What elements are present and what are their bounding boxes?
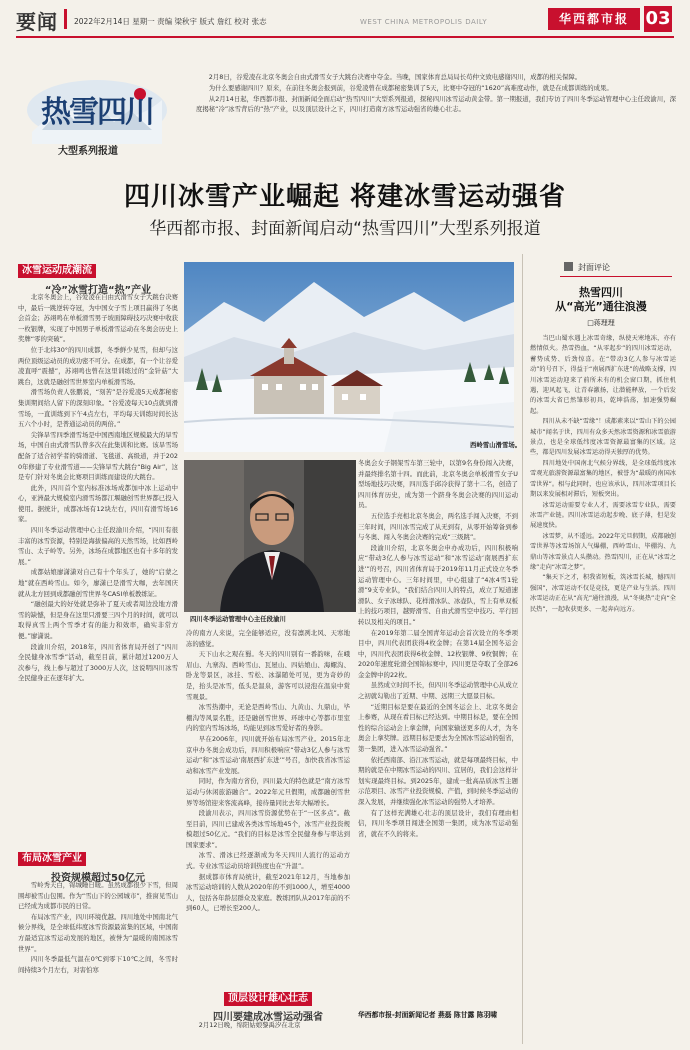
comment-tag: 封面评论 [578, 263, 610, 272]
section-kicker-3 [186, 986, 350, 1023]
paragraph: 滑雪场负责人张鹏说，“刻苦”是谷爱凌5天成都秘密集训期间给人留下的深刻印象。“谷爱凌每天10点就到滑雪场，一直训练到下午4点左右，平均每天训练时间长达五六个小时，是普通运动员的两倍。” [18, 388, 178, 429]
intro-paragraph: 2月8日，谷爱凌在北京冬奥会自由式滑雪女子大跳台决赛中夺金。当晚，国家体育总局局长苟仲文致电感谢四川，成都的相关保障。 [208, 73, 582, 81]
kicker-title: “冷”冰雪打造“热”产业 [44, 285, 152, 296]
series-badge [22, 72, 172, 162]
paragraph: 此外，四川首个室内标准冰场成都加中冰上运动中心，亚洲最大规模室内滑雪场都江堰融创雪世界都已投入使用。据统计，成都冰场有12块左右，四川有滑雪场16家。 [18, 483, 178, 524]
paragraph: 段渝川介绍，北京冬奥会申办成功后，四川积极响应“带动3亿人参与冰雪运动”和“冰雪运动‘南展西扩东进’”的号召，四川省体育局于2019年11月正式设立冬季运动管理中心。三年时间里，中心组建了“4冰4雪1轮滑”9支专业队，“我们结合四川人的特点，成立了短道速滑队、女子冰球队、花样滑冰队、冰壶队，雪上有单双板上的技巧项目，越野滑雪、自由式滑雪空中技巧、平行回转以及相关的项目。” [358, 543, 518, 626]
ski-resort-image [184, 262, 514, 452]
paragraph: 段渝川表示，四川冰雪资源优势在于“一区多点”。截至目前，四川已建成各类冰雪场地45个，冰雪产业投资规模超过50亿元。“我们的目标是冰雪全民健身参与率达到国家要求”。 [186, 809, 350, 849]
comment-title-line: 热雪四川 [579, 286, 623, 299]
section-kicker-1 [18, 258, 178, 296]
byline: 华西都市报-封面新闻记者 燕磊 陈甘露 陈羽啸 [358, 1011, 498, 1019]
series-art-text: 热雪四川 [41, 95, 153, 130]
comment-title [526, 286, 676, 314]
paragraph: 四川冬季运动管理中心主任段渝川介绍，“四川有很丰富的冰雪资源，特别是海拔偏高的天然雪场，比如西岭雪山、太子岭等。另外，冰场在成都地区也有十多年的发展。” [18, 526, 178, 566]
paragraph: 四川冬季最低气温在0℃到零下10℃之间，冬雪时间持续3个月左右，对害怕寒 [18, 955, 178, 974]
paragraph: 五位选手亮相北京冬奥会，两名选手闯入决赛，不到三年时间，四川冰雪完成了从无到有，从零开始筹备到参与冬奥、闯入冬奥会决赛的完成“三级跳”。 [358, 511, 518, 542]
paragraph: 当巴山蜀水遇上冰雪奇缘，纵使天寒地冻，亦有燃情似火。热雪热血，“从零起步”的四川冰雪运动，蓄势成势、后劲惊喜。在“带动3亿人参与冰雪运动”的号召下，得益于“南展西扩东进”的战略支撑，四川冰雪运动迎来了前所未有的机会窗口期，抓住机遇，迎风起飞，让青春激扬，让潜能释放，一个后发的冰雪大省已然雏形初具，乾坤浩荡，加速强势崛起。 [530, 335, 676, 415]
comment-author: □蒋理理 [587, 319, 615, 327]
paragraph: 成都姑娘廖潇潇对自己有十个年头了，她的“启蒙之地”就在西岭雪山。如今，廖潇已是滑雪大咖，去年国庆就从北方回到成都融创雪世界冬CASI单板教练证。 [18, 568, 178, 598]
portrait-image [184, 460, 356, 612]
column-3-text [358, 458, 518, 1008]
paragraph: 同时，作为南方省份，四川最大的特色就是“南方冰雪运动与休闲旅游融合”。2022年元旦假期，成都融创雪世界等场馆迎来客流高峰，接待量同比去年大幅增长。 [186, 777, 350, 807]
paragraph: 冰雪热潮中，无论是西岭雪山、九黄山、九鼎山，毕棚沟等风景名胜，还是融创雪世界、环球中心等都市里室内的室内雪场冰场，均能见到冰雪爱好者的身影。 [186, 703, 350, 733]
paragraph: 北京冬奥会上，谷爱凌在自由式滑雪女子大跳台决赛中，最后一跳逆转夺冠，为中国女子雪上项目赢得了冬奥会首金；苏翊鸣在单板滑雪男子坡面障碍技巧决赛中收获一枚银牌，实现了中国男子单板滑雪运动在冬奥会历史上奖牌“零的突破”。 [18, 293, 178, 344]
column-1-text [18, 292, 178, 844]
header-rule [16, 36, 674, 38]
paragraph: 据成都市体育局统计，截至2021年12月，当地参加冰雪运动培训的人数从2020年的不到1000人，增至4000人，包括各年龄层群众及家庭。教练团队从2017年前的不到60人，已增长至200人。 [186, 872, 350, 913]
intro-text [196, 72, 676, 164]
paragraph: 尖锋旱雪四季滑雪场是中国西南地区规模最大的旱雪场，中国自由式滑雪队曾多次在此集训和比赛。该旱雪场配备了适合初学者的骑滑道、飞毯道、高级道，并于2020年修建了专业滑雪道——尖锋旱雪大跳台“Big Air”，这是专门针对冬奥会比赛项目训练而建设的大跳台。 [18, 430, 178, 482]
masthead-english: WEST CHINA METROPOLIS DAILY [360, 18, 488, 26]
comment-title-line: 从“高光”通往浪漫 [555, 300, 647, 313]
kicker-title: 四川要建成冰雪运动强省 [213, 1012, 323, 1023]
ski-resort-photo [184, 262, 514, 452]
intro-paragraph: 从2月14日起，华西都市报、封面新闻全面启动“热雪四川”大型系列报道，探秘四川冰雪运动黄金带。第一期报道，我们专访了四川冬季运动管理中心主任段渝川，深度揭秘“冷”冰雪背后的“热”产业，以及顶层设计之下，四川打造南方冰雪运动强省的雄心壮志。 [196, 94, 676, 114]
section-kicker-2 [18, 846, 178, 884]
intro-paragraph: 为什么要感谢四川？原来，在前往冬奥会报到前，谷爱凌曾在成都秘密集训了5天，比赛中夺冠的“1620”高难度动作，就是在成都训练的成果。 [208, 83, 613, 92]
paragraph: 在2019年第二届全国青年运动会首次设立的冬季项目中，四川代表团获得4枚金牌；在第14届全国冬运会中，四川代表团获得6枚金牌、12枚银牌、9枚铜牌；在2020年速度轮滑全国锦标赛中，四川更是夺取了全部26金金牌中的22枚。 [358, 628, 518, 679]
paragraph: “集天下之才，积我省短板，筑冰雪长城，撼四川强国”，冰雪运动不仅是竞技，更是产业与生活。四川冰雪运动正在从“高光”通往浪漫，从“冬奥热”走向“全民热”，一起收获更多、一起奔向远方。 [530, 574, 676, 613]
paragraph: 位于北纬30°的四川成都，冬季鲜少见雪，但却与这两位顶级运动员的成功密不可分。在成都，有一个让谷爱凌直呼“震撼”，苏翊鸣也曾在这里训练过的“金针菇”大跳台，这就是融创雪世界室内单板滑雪场。 [18, 345, 178, 386]
photo-caption: 西岭雪山滑雪场。 [470, 441, 522, 449]
section-name: 要闻 [16, 10, 58, 34]
kicker-label: 布局冰雪产业 [18, 852, 86, 866]
page-header [0, 0, 690, 36]
paragraph: 2月12日晚，绵阳姑娘黎禹汐在北京 [198, 1021, 301, 1029]
paragraph: 四川地处中国南北气候分界线，是全球低纬度冰雪观光旅游资源最富集的地区，被誉为“最暖的南国冰雪世界”。相与此同时，也应该承认，四川冰雪项目长期以来发展相对滞后，短板突出。 [530, 459, 676, 499]
paragraph: 有了这样充满雄心壮志的顶层设计，我们有理由相信，四川冬季项目闯进全国第一集团，成为冰雪运动强省，就在不久的将来。 [358, 808, 518, 838]
paragraph: 冬奥会女子钢架雪车第三轮中，以第9名身份闯入决赛，并最终排名第十四。而此前，北京冬奥会单板滑雪女子U型场地技巧决赛，四川选手邱冷获得了第十二名，创造了四川体育历史，成为第一个跻身冬奥会决赛的四川运动员。 [358, 459, 518, 510]
kicker-label: 冰雪运动成潮流 [18, 264, 96, 278]
newspaper-logo: 华西都市报 [548, 8, 640, 30]
paragraph: 段渝川介绍，2018年，四川省体育局开创了“四川全民健身冰雪季”活动，截至目前，累计超过1200万人次参与，线上参与超过了3000万人次，这说明四川冰雪全民健身正在逐年扩大。 [18, 642, 178, 683]
comment-text [530, 334, 676, 1042]
paragraph: 布局冰雪产业，四川环境优越。四川地处中国南北气候分界线，是全球低纬度冰雪资源最富集的区域，中国南方最适宜冰雪运动发展的地区，被誉为“最暖的南国冰雪世界”。 [18, 912, 178, 953]
paragraph: “近期目标是要在最近的全国冬运会上、北京冬奥会上参赛，从现在看目标已经达到。中期目标是，要在全国性的综合运动会上拿金牌，向国家输送更多的人才，为冬奥会上拿奖牌。远期目标是要去为全国冰雪运动的强省，第一集团，进入冰雪运动强省。” [358, 702, 518, 754]
column-2-text-b [186, 1020, 350, 1044]
column-2-text [186, 628, 350, 978]
paragraph: 虽然成立时间不长，但四川冬季运动管理中心从成立之初就勾勒出了近期、中期、远期三大愿景目标。 [358, 681, 518, 701]
paragraph: 冰雪梦，从不遥远。2022年元旦假期，成都融创雪世界等冰雪场馆人气爆棚，西岭雪山、毕棚沟、九鼎山等冰雪景点人头攒动。热雪四川，正在从“冰雪之缘”走向“冰雪之梦”。 [530, 532, 676, 571]
section-divider [64, 9, 67, 29]
portrait-photo [184, 460, 356, 612]
kicker-title: 投资规模超过50亿元 [51, 873, 145, 884]
paragraph: 冷的南方人来说，完全能够适应，没有凛冽北风、天寒地冻的感觉。 [186, 629, 350, 648]
photo-caption: 四川冬季运动管理中心主任段渝川 [190, 615, 286, 623]
date-line: 2022年2月14日 星期一 责编 梁秋宇 版式 詹红 校对 张志 [74, 17, 267, 26]
paragraph: 冰雪、滑冰已经逐渐成为冬天四川人流行的运动方式。专业冰雪运动员培训热度也在“升温”。 [186, 851, 350, 871]
column-divider [522, 254, 523, 1044]
paragraph: 冰雪运动需要专业人才，需要冰雪专业队，需要冰雪产业链。四川冰雪运动起步晚、底子薄，但是发展速度快。 [530, 501, 676, 530]
column-1-text-b [18, 880, 178, 1042]
main-headline: 四川冰雪产业崛起 将建冰雪运动强省 [123, 182, 567, 212]
paragraph: 早在2006年，四川就开始布局冰雪产业。2015年北京申办冬奥会成功后，四川积极响应“带动3亿人参与冰雪运动”和“冰雪运动‘南展西扩东进’”号召，加快我省冰雪运动和冰雪产业发展。 [186, 734, 350, 775]
paragraph: 天下山水之观在蜀。冬天的四川别有一番韵味，在峨眉山、九寨沟、西岭雪山、瓦屋山、四姑娘山、海螺沟、卧龙等景区，冰挂、雪松、冰瀑随处可见，更为奇妙的是，抬头是冰雪，低头是温泉，游客可以浸泡在温泉中赏雪观景。 [186, 650, 350, 701]
comment-rule [560, 276, 672, 277]
paragraph: 雪岭秀天白，锦城睡日暖。虽然成都很少下雪，但周围却被雪山包围。作为“雪山下的公园城市”，推窗见雪山已经成为成都市民的日常。 [18, 881, 178, 911]
kicker-label: 顶层设计雄心壮志 [224, 992, 312, 1006]
comment-tag-icon [564, 262, 573, 271]
series-art-icon [22, 72, 172, 144]
paragraph: 依托西南部、沿江冰雪运动，就是每项最终目标，中期的就是在中期冰雪运动的四川、宜居的，我们会这样计划实现最终目标。到2025年，建成一批高品质冰雪主题示范项目、冰雪产业投资规模、产值，到时候冬季运动的深入发展，并继续强化冰雪运动的强势人才培养。 [358, 755, 518, 806]
sub-headline: 华西都市报、封面新闻启动“热雪四川”大型系列报道 [149, 219, 541, 239]
series-label: 大型系列报道 [58, 146, 118, 157]
page-number: 03 [644, 6, 672, 32]
paragraph: “融创最大的好处就是弥补了夏天或者周边没地方滑雪的缺憾，但是身在这里只滑要三四个月的时间，就可以取得真雪上两个雪季才有的能力和效率，确实非常方便。”廖潇说。 [18, 600, 178, 640]
paragraph: 四川从未不缺“雪缘”！成都素来以“雪山下的公园城市”闻名于世，四川有众多天然冰雪资源和冰雪旅游景点，也是全球低纬度冰雪资源最富集的区域。这些，都是四川发展冰雪运动得天独厚的优势。 [530, 418, 676, 457]
